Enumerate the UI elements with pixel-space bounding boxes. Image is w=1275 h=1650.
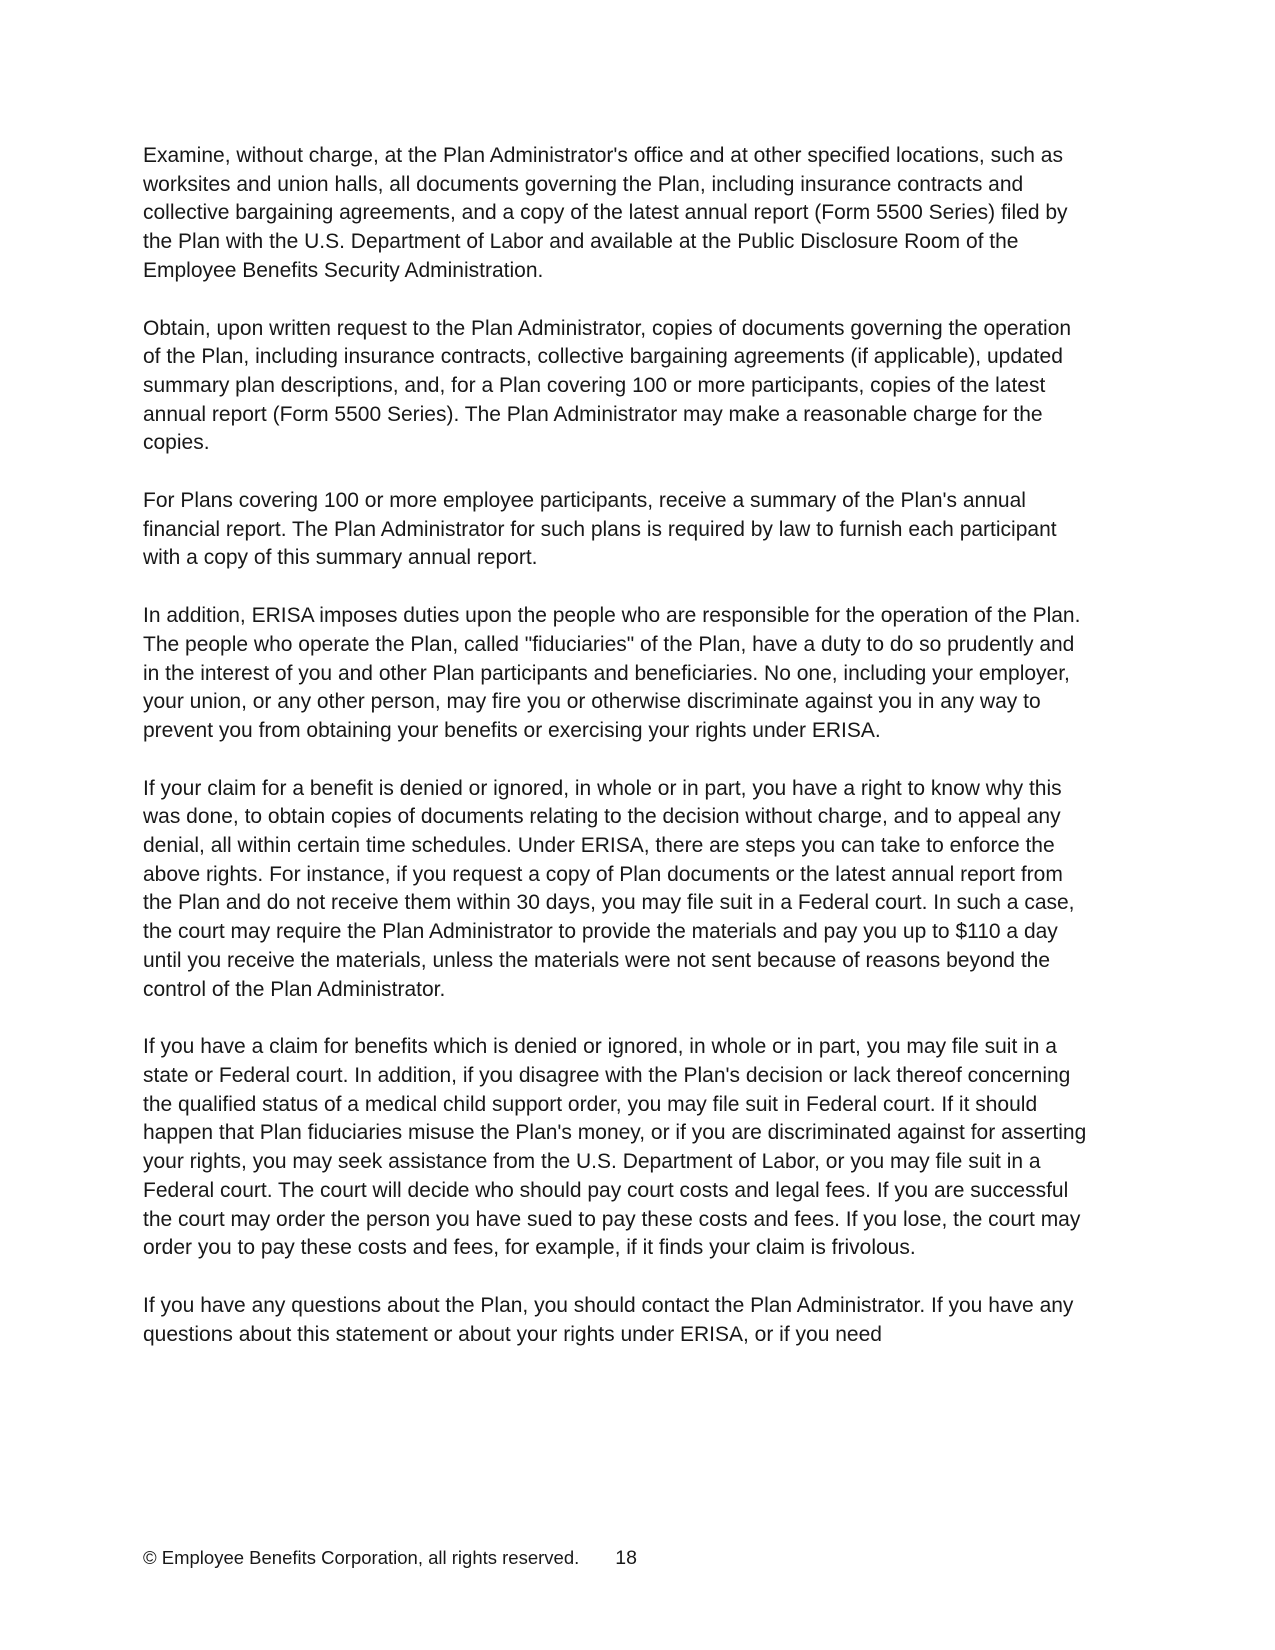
paragraph-claim-denied-rights: If your claim for a benefit is denied or ignored, in whole or in part, you have a right to know why this was done, to obtain copies of documents relating to the decision without charge, and to appeal any denial, all within certain time schedules. Under ERISA, there are steps you can take to enforce the above rights. For instance, if you request a copy of Plan documents or the latest annual report from the Plan and do not receive them within 30 days, you may file suit in a Federal court. In such a case, the court may require the Plan Administrator to provide the materials and pay you up to $110 a day until you receive the materials, unless the materials were not sent because of reasons beyond the control of the Plan Administrator. bbox=[143, 776, 1075, 1001]
paragraph-summary-annual-report: For Plans covering 100 or more employee participants, receive a summary of the Plan's annual financial report. The Plan Administrator for such plans is required by law to furnish each participant with a copy of this summary annual report. bbox=[143, 489, 1057, 570]
paragraph-erisa-fiduciary-duties: In addition, ERISA imposes duties upon the people who are responsible for the operation of the Plan. The people who operate the Plan, called "fiduciaries" of the Plan, have a duty to do so prudently and in the interest of you and other Plan participants and beneficiaries. No one, including your employer, your union, or any other person, may fire you or otherwise discriminate against you in any way to prevent you from obtaining your benefits or exercising your rights under ERISA. bbox=[143, 604, 1081, 742]
page-footer bbox=[143, 1546, 637, 1570]
page-number: 18 bbox=[615, 1547, 637, 1569]
copyright-text: © Employee Benefits Corporation, all rights reserved. bbox=[143, 1547, 580, 1568]
paragraph-file-suit: If you have a claim for benefits which is denied or ignored, in whole or in part, you may file suit in a state or Federal court. In addition, if you disagree with the Plan's decision or lack thereof concerning the qualified status of a medical child support order, you may file suit in Federal court. If it should happen that Plan fiduciaries misuse the Plan's money, or if you are discriminated against for asserting your rights, you may seek assistance from the U.S. Department of Labor, or you may file suit in a Federal court. The court will decide who should pay court costs and legal fees. If you are successful the court may order the person you have sued to pay these costs and fees. If you lose, the court may order you to pay these costs and fees, for example, if it finds your claim is frivolous. bbox=[143, 1035, 1087, 1260]
paragraph-questions-contact: If you have any questions about the Plan, you should contact the Plan Administrator. If you have any questions about this statement or about your rights under ERISA, or if you need bbox=[143, 1293, 1074, 1346]
document-body bbox=[143, 142, 1091, 1378]
paragraph-obtain-copies: Obtain, upon written request to the Plan Administrator, copies of documents governing the operation of the Plan, including insurance contracts, collective bargaining agreements (if applicable), updated summary plan descriptions, and, for a Plan covering 100 or more participants, copies of the latest annual report (Form 5500 Series). The Plan Administrator may make a reasonable charge for the copies. bbox=[143, 316, 1072, 455]
paragraph-examine-documents: Examine, without charge, at the Plan Administrator's office and at other specified locations, such as worksites and union halls, all documents governing the Plan, including insurance contracts and collective bargaining agreements, and a copy of the latest annual report (Form 5500 Series) filed by the Plan with the U.S. Department of Labor and available at the Public Disclosure Room of the Employee Benefits Security Administration. bbox=[143, 144, 1068, 282]
